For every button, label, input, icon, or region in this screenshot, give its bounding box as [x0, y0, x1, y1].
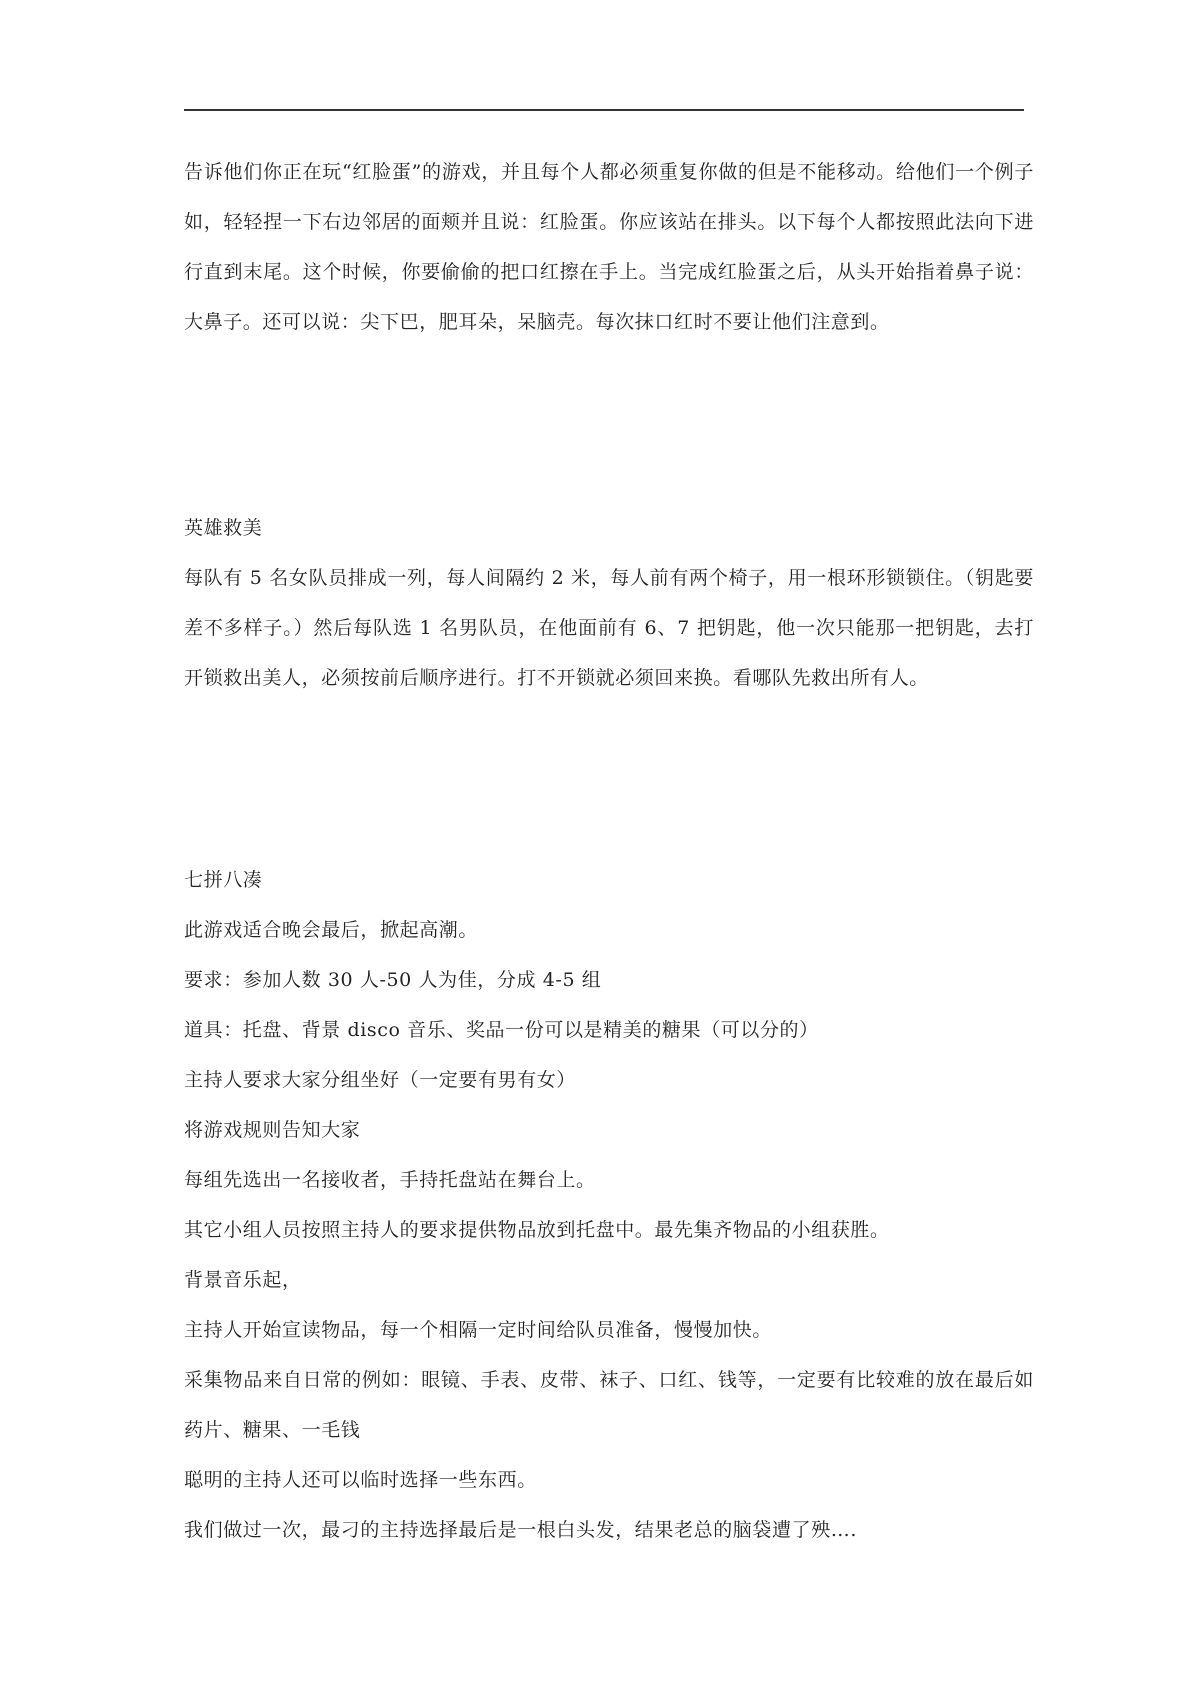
qipin-line-12: 我们做过一次，最刁的主持选择最后是一根白头发，结果老总的脑袋遭了殃….: [184, 1519, 858, 1541]
section-hero: [184, 503, 1034, 703]
intro-paragraph: 告诉他们你正在玩“红脸蛋”的游戏，并且每个人都必须重复你做的但是不能移动。给他们一个例子如，轻轻捏一下右边邻居的面颊并且说：红脸蛋。你应该站在排头。以下每个人都按照此法向下进行直到末尾。这个时候，你要偷偷的把口红擦在手上。当完成红脸蛋之后，从头开始指着鼻子说：大鼻子。还可以说：尖下巴，肥耳朵，呆脑壳。每次抹口红时不要让他们注意到。: [184, 161, 1034, 333]
qipin-line-4: 主持人要求大家分组坐好（一定要有男有女）: [184, 1069, 577, 1091]
section-title-hero: 英雄救美: [184, 517, 263, 539]
qipin-line-5: 将游戏规则告知大家: [184, 1119, 361, 1141]
qipin-line-10: 采集物品来自日常的例如：眼镜、手表、皮带、袜子、口红、钱等，一定要有比较难的放在最后如药片、糖果、一毛钱: [184, 1369, 1034, 1441]
qipin-line-11: 聪明的主持人还可以临时选择一些东西。: [184, 1469, 537, 1491]
qipin-line-9: 主持人开始宣读物品，每一个相隔一定时间给队员准备，慢慢加快。: [184, 1319, 773, 1341]
hero-paragraph: 每队有 5 名女队员排成一列，每人间隔约 2 米，每人前有两个椅子，用一根环形锁锁住。（钥匙要差不多样子。）然后每队选 1 名男队员，在他面前有 6、7 把钥匙，他一次只能那一把钥匙，去打开锁救出美人，必须按前后顺序进行。打不开锁就必须回来换。看哪队先救出所有人。: [184, 567, 1034, 689]
qipin-line-1: 此游戏适合晚会最后，掀起高潮。: [184, 919, 479, 941]
section-qipin: [184, 855, 1034, 1555]
qipin-line-6: 每组先选出一名接收者，手持托盘站在舞台上。: [184, 1169, 596, 1191]
qipin-line-2: 要求：参加人数 30 人-50 人为佳，分成 4-5 组: [184, 969, 602, 991]
header-rule: [184, 109, 1024, 111]
qipin-line-3: 道具：托盘、背景 disco 音乐、奖品一份可以是精美的糖果（可以分的）: [184, 1019, 819, 1041]
section-intro: [184, 147, 1034, 347]
qipin-line-7: 其它小组人员按照主持人的要求提供物品放到托盘中。最先集齐物品的小组获胜。: [184, 1219, 890, 1241]
qipin-line-8: 背景音乐起，: [184, 1269, 302, 1291]
section-title-qipin: 七拼八凑: [184, 869, 263, 891]
